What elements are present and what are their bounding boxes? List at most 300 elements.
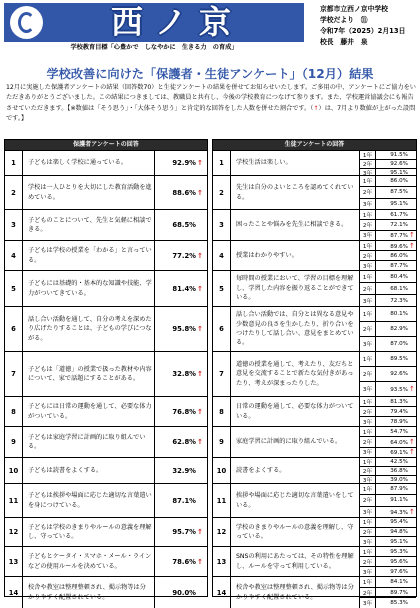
grade-result (360, 518, 416, 527)
result-value (154, 210, 207, 240)
student-row (213, 209, 416, 240)
grade-value (376, 222, 416, 228)
grade-label: 2年 (360, 220, 376, 229)
grade-label: 3年 (360, 261, 376, 270)
grade-value (376, 600, 416, 606)
grade-value (376, 385, 416, 393)
percent-value: 95.6% (390, 558, 408, 565)
grade-value (376, 579, 416, 585)
guardian-row (5, 546, 207, 576)
grade-value (376, 569, 416, 575)
question-text: 子どもとケータイ・スマホ・メール・ラインなどの使用ルールを決めている。 (28, 553, 152, 570)
question-number: 14 (213, 577, 231, 608)
up-arrow-icon: ↑ (409, 448, 415, 457)
question-text: 学校は一人ひとりを大切にした教育活動を進めている。 (28, 184, 152, 201)
up-arrow-icon: ↑ (409, 437, 415, 446)
grade-label: 3年 (360, 567, 376, 576)
student-row (213, 306, 416, 351)
percent-value: 92.9% (172, 159, 196, 167)
guardian-row (5, 150, 207, 175)
question-text: 子どもには日常の運動を通して、必要な体力がついている。 (28, 403, 152, 420)
up-arrow-icon: ↑ (409, 241, 415, 250)
grade-label: 1年 (360, 210, 376, 219)
grade-label: 3年 (360, 382, 376, 396)
question-number: 5 (5, 271, 23, 306)
grade-result (360, 198, 416, 209)
percent-value: 68.5% (172, 221, 196, 229)
question-text: 子どもは「道徳」の授業で扱った教材や内容について、家で話題にすることがある。 (28, 365, 152, 382)
grade-value (376, 468, 416, 474)
grade-result (360, 219, 416, 229)
result-value (154, 241, 207, 270)
grade-label: 1年 (360, 241, 376, 250)
question-number: 12 (213, 518, 231, 546)
question-number: 1 (5, 151, 23, 175)
grade-result (360, 282, 416, 294)
grade-result (360, 416, 416, 426)
up-arrow-icon: ↑ (409, 231, 415, 240)
student-row (213, 175, 416, 209)
percent-value: 89.6% (390, 243, 408, 250)
percent-value: 76.8% (172, 407, 196, 416)
grade-result (360, 577, 416, 587)
percent-value: 92.6% (390, 161, 408, 167)
question-number: 7 (213, 352, 231, 396)
result-value (154, 176, 207, 209)
grade-value (376, 286, 416, 292)
grade-result (360, 506, 416, 517)
result-value (154, 577, 207, 608)
grade-value (376, 429, 416, 435)
grade-result (360, 241, 416, 250)
grade-result (360, 397, 416, 406)
grade-label: 2年 (360, 407, 376, 416)
percent-value: 77.2% (172, 251, 196, 260)
question-number: 13 (213, 547, 231, 576)
grade-label: 2年 (360, 588, 376, 598)
percent-value: 86.0% (390, 178, 408, 185)
question-text: 学校生活は楽しい。 (236, 159, 292, 167)
percent-value: 89.7% (390, 589, 408, 596)
question-number: 9 (213, 427, 231, 457)
grade-label: 2年 (360, 557, 376, 566)
up-arrow-icon: ↑ (409, 507, 415, 516)
grade-result (360, 186, 416, 197)
percent-value: 87.7% (390, 262, 408, 269)
percent-value: 81.4% (172, 284, 196, 293)
guardian-row (5, 483, 207, 517)
percent-value: 86.0% (390, 252, 408, 259)
percent-value: 88.6% (172, 188, 196, 197)
guardian-row (5, 306, 207, 351)
percent-value: 95.7% (172, 528, 196, 536)
up-arrow-icon: ↑ (313, 104, 319, 112)
percent-value: 95.3% (390, 548, 408, 555)
grade-results (359, 547, 416, 576)
grade-result (360, 406, 416, 416)
grade-result (360, 494, 416, 505)
grade-value (376, 253, 416, 259)
grade-value (376, 559, 416, 565)
guardian-row (5, 175, 207, 209)
grade-result (360, 307, 416, 321)
question-number: 11 (213, 484, 231, 517)
question-text: 子どもは家庭学習に計画的に取り組んでいる。 (28, 433, 146, 450)
up-arrow-icon: ↑ (197, 557, 203, 566)
grade-label: 3年 (360, 231, 376, 240)
grade-value (376, 263, 416, 269)
question-text: 日常の運動を通して、必要な体力がついている。 (236, 403, 354, 420)
question-number: 12 (5, 518, 23, 546)
grade-results (359, 271, 416, 306)
grade-result (360, 466, 416, 475)
student-table-header: 生徒アンケートの回答 (213, 140, 416, 150)
grade-result (360, 230, 416, 240)
question-number: 13 (5, 547, 23, 576)
question-text: 毎時間の授業において、学習の目標を理解し、学習した内容を振り返ることができている。 (236, 275, 354, 302)
percent-value: 32.9% (172, 466, 196, 475)
issue-date: 令和7年（2025）2月13日 (320, 27, 406, 35)
question-text: 子どもは読書をよくする。 (28, 466, 103, 474)
up-arrow-icon: ↑ (197, 370, 203, 378)
up-arrow-icon: ↑ (197, 188, 203, 197)
grade-label: 1年 (360, 151, 376, 159)
percent-value: 78.6% (172, 557, 196, 566)
percent-value: 87.7% (390, 233, 408, 240)
result-value (154, 547, 207, 576)
question-text: 道徳の授業を通して、考えたり、友だちと意見を交流することで新たな気付きがあったり、考えが深まったりした。 (236, 360, 354, 387)
grade-label: 2年 (360, 283, 376, 294)
grade-value (376, 459, 416, 465)
grade-label: 3年 (360, 537, 376, 546)
grade-value (376, 486, 416, 492)
grade-result (360, 352, 416, 366)
grade-label: 3年 (360, 295, 376, 306)
question-text: 子どもは学校の授業を「わかる」と言っている。 (28, 247, 152, 264)
grade-value (376, 590, 416, 596)
grade-label: 2年 (360, 187, 376, 197)
publisher-name: 京都市立西ノ京中学校 (320, 5, 388, 13)
percent-value: 94.8% (390, 529, 408, 535)
question-text: 子どもには基礎的・基本的な知識や技能、学力がついてきている。 (28, 280, 152, 297)
percent-value: 92.6% (390, 371, 408, 377)
percent-value: 36.8% (390, 468, 408, 474)
grade-label: 1年 (360, 352, 376, 366)
question-number: 4 (5, 241, 23, 270)
question-number: 3 (5, 210, 23, 240)
percent-value: 42.5% (390, 459, 408, 465)
question-text: 子どものことについて、先生と気軽に相談できる。 (28, 216, 152, 233)
grade-result (360, 271, 416, 282)
up-arrow-icon: ↑ (197, 284, 203, 293)
percent-value: 95.1% (390, 170, 408, 176)
grade-result (360, 527, 416, 537)
question-text: 学校のきまりやルールの意義を理解し、守っている。 (236, 523, 354, 540)
grade-result (360, 436, 416, 446)
percent-value: 95.8% (172, 325, 196, 333)
grade-value (376, 152, 416, 158)
percent-value: 91.5% (390, 152, 408, 158)
grade-value (376, 356, 416, 362)
grade-label: 1年 (360, 427, 376, 436)
result-value (154, 307, 207, 351)
percent-value: 32.8% (172, 370, 196, 378)
question-number: 2 (5, 176, 23, 209)
grade-result (360, 597, 416, 608)
grade-result (360, 250, 416, 260)
student-row (213, 576, 416, 608)
publication-info (320, 4, 420, 48)
grade-value (376, 519, 416, 525)
percent-value: 84.1% (390, 578, 408, 585)
student-row (213, 546, 416, 576)
grade-result (360, 366, 416, 381)
question-text: 挨拶や場面に応じた適切な言葉遣いをしている。 (236, 492, 354, 509)
question-text: 先生は自分のよいところを認めてくれている。 (236, 184, 354, 201)
question-text: 家庭学習に計画的に取り組んでいる。 (236, 438, 342, 446)
grade-value (376, 212, 416, 218)
grade-result (360, 260, 416, 270)
guardian-row (5, 517, 207, 546)
percent-value: 80.4% (390, 273, 408, 280)
grade-result (360, 447, 416, 457)
grade-value (376, 326, 416, 332)
intro-text-1: 12月に実施した保護者アンケートの結果（回答数70）と生徒アンケートの結果を併せてお知らせいたします。ご多用の中、アンケートにご協力をいただきありがとうございました。この結果につきましては、教職員と共有し、今後の学校教育につなげて参ります。また、学校運営協議会にも報告させていただきます。【※数値は「そう思う」・「大体そう思う」と肯定的な回答をした人数を併せた割合です。（ (6, 84, 416, 112)
question-text: 子どもは挨拶や場面に応じた適切な言葉遣いを身につけている。 (28, 492, 152, 509)
grade-result (360, 294, 416, 306)
grade-value (376, 419, 416, 425)
question-text: 困ったことや悩みを先生に相談できる。 (236, 221, 348, 229)
percent-value: 72.1% (390, 221, 408, 228)
grade-results (359, 307, 416, 351)
question-number: 6 (213, 307, 231, 351)
percent-value: 68.1% (390, 285, 408, 292)
grade-value (376, 189, 416, 195)
question-number: 4 (213, 241, 231, 270)
article-intro (6, 83, 416, 125)
grade-value (376, 231, 416, 239)
grade-label: 3年 (360, 337, 376, 351)
guardian-row (5, 457, 207, 483)
result-value (154, 458, 207, 483)
percent-value: 85.3% (390, 600, 408, 607)
student-row (213, 483, 416, 517)
guardian-row (5, 240, 207, 270)
grade-result (360, 159, 416, 168)
student-row (213, 457, 416, 483)
grade-label: 2年 (360, 160, 376, 168)
percent-value: 72.3% (390, 297, 408, 304)
grade-value (376, 409, 416, 415)
guardian-row (5, 396, 207, 426)
grade-value (376, 371, 416, 377)
student-row (213, 517, 416, 546)
question-text: 授業はわかりやすい。 (236, 251, 298, 259)
up-arrow-icon: ↑ (409, 385, 415, 393)
up-arrow-icon: ↑ (197, 528, 203, 536)
percent-value: 94.3% (390, 509, 408, 516)
grade-value (376, 539, 416, 545)
grade-result (360, 536, 416, 546)
grade-value (376, 242, 416, 250)
question-number: 2 (213, 176, 231, 209)
question-text: 話し合い活動では、自分とは異なる意見や少数意見の良さを生かしたり、折り合いをつけたりして話し合い、意見をまとめている。 (236, 311, 354, 347)
student-row (213, 270, 416, 306)
grade-value (376, 311, 416, 317)
result-value (154, 271, 207, 306)
question-number: 1 (213, 151, 231, 175)
emblem-mark (18, 12, 35, 33)
grade-label: 3年 (360, 417, 376, 426)
grade-label: 1年 (360, 271, 376, 282)
guardian-survey-table (4, 139, 208, 601)
up-arrow-icon: ↑ (197, 159, 203, 167)
percent-value: 87.0% (390, 341, 408, 347)
result-value (154, 151, 207, 175)
grade-value (376, 298, 416, 304)
grade-result (360, 587, 416, 598)
question-number: 10 (213, 458, 231, 483)
grade-results (359, 518, 416, 546)
student-row (213, 426, 416, 457)
grade-result (360, 210, 416, 219)
grade-result (360, 484, 416, 494)
grade-results (359, 176, 416, 209)
percent-value: 97.6% (390, 568, 408, 575)
question-text: 読書をよくする。 (236, 466, 286, 474)
grade-label: 2年 (360, 367, 376, 381)
percent-value: 90.0% (172, 588, 196, 597)
question-text: 子どもは学校のきまりやルールの意義を理解し、守っている。 (28, 523, 152, 540)
percent-value: 79.4% (390, 408, 408, 415)
result-value (154, 397, 207, 426)
question-number: 3 (213, 210, 231, 240)
grade-result (360, 547, 416, 556)
grade-label: 3年 (360, 598, 376, 608)
question-number: 5 (213, 271, 231, 306)
grade-value (376, 448, 416, 456)
question-text: SNSの利用にあたっては、その特性を理解し、ルールを守って利用している。 (236, 553, 354, 570)
guardian-row (5, 209, 207, 240)
question-number: 8 (213, 397, 231, 426)
grade-value (376, 529, 416, 535)
student-row (213, 396, 416, 426)
grade-result (360, 321, 416, 336)
student-survey-table (212, 139, 417, 608)
grade-results (359, 397, 416, 426)
question-number: 10 (5, 458, 23, 483)
grade-label: 2年 (360, 437, 376, 446)
grade-value (376, 508, 416, 516)
percent-value: 54.7% (390, 428, 408, 435)
question-number: 7 (5, 352, 23, 396)
percent-value: 39.0% (390, 477, 408, 483)
up-arrow-icon: ↑ (197, 407, 203, 416)
guardian-row (5, 426, 207, 457)
grade-value (376, 341, 416, 347)
grade-value (376, 201, 416, 207)
grade-value (376, 161, 416, 167)
grade-results (359, 427, 416, 457)
result-value (154, 518, 207, 546)
school-emblem-icon (10, 6, 43, 39)
grade-value (376, 497, 416, 503)
grade-results (359, 210, 416, 240)
question-number: 8 (5, 397, 23, 426)
percent-value: 87.5% (390, 189, 408, 196)
question-text: 校舎や教室は整理整頓され、掲示物等は分かりやすく配置されている。 (236, 584, 354, 601)
masthead-banner (4, 3, 304, 42)
grade-results (359, 484, 416, 517)
grade-label: 1年 (360, 307, 376, 321)
up-arrow-icon: ↑ (197, 438, 203, 446)
grade-label: 1年 (360, 176, 376, 186)
grade-results (359, 577, 416, 608)
grade-label: 2年 (360, 251, 376, 260)
result-value (154, 352, 207, 396)
percent-value: 93.5% (390, 387, 408, 393)
guardian-row (5, 270, 207, 306)
grade-label: 3年 (360, 507, 376, 517)
grade-label: 2年 (360, 495, 376, 505)
grade-results (359, 151, 416, 175)
grade-label: 1年 (360, 577, 376, 587)
percent-value: 64.0% (390, 439, 408, 446)
result-value (154, 484, 207, 517)
percent-value: 80.1% (390, 311, 408, 317)
percent-value: 95.1% (390, 200, 408, 207)
grade-result (360, 176, 416, 186)
question-text: 子どもは楽しく学校に通っている。 (28, 159, 127, 167)
newsletter-name: 学校だより (320, 16, 354, 24)
grade-result (360, 458, 416, 466)
grade-label: 3年 (360, 169, 376, 177)
grade-value (376, 549, 416, 555)
question-number: 14 (5, 577, 23, 608)
grade-label: 3年 (360, 448, 376, 457)
issue-number: ⑪ (360, 16, 368, 24)
grade-label: 1年 (360, 397, 376, 406)
percent-value: 95.4% (390, 519, 408, 526)
guardian-table-header: 保護者アンケートの回答 (5, 140, 207, 150)
grade-label: 1年 (360, 547, 376, 556)
grade-label: 3年 (360, 476, 376, 484)
percent-value: 69.1% (390, 450, 408, 457)
grade-results (359, 352, 416, 396)
grade-value (376, 178, 416, 184)
question-number: 6 (5, 307, 23, 351)
school-motto: 学校教育目標「心豊かで しなやかに 生きる力 の育成」 (70, 44, 238, 51)
grade-value (376, 438, 416, 446)
guardian-row (5, 576, 207, 608)
principal-name: 校長 藤井 泉 (320, 38, 368, 46)
up-arrow-icon: ↑ (197, 251, 203, 260)
percent-value: 78.9% (390, 418, 408, 425)
student-row (213, 150, 416, 175)
percent-value: 91.1% (390, 497, 408, 504)
grade-label: 1年 (360, 458, 376, 466)
masthead-title: 西ノ京 (110, 3, 243, 41)
grade-label: 1年 (360, 484, 376, 494)
grade-label: 2年 (360, 322, 376, 336)
question-text: 話し合い活動を通して、自分の考えを深めたり広げたりすることは、子どもの学びにつながる。 (28, 315, 152, 342)
grade-label: 3年 (360, 199, 376, 209)
percent-value: 89.5% (390, 356, 408, 362)
guardian-row (5, 351, 207, 396)
percent-value: 87.1% (172, 496, 196, 505)
grade-result (360, 381, 416, 396)
article-title: 学校改善に向けた「保護者・生徒アンケート」（12月）結果 (46, 67, 374, 81)
